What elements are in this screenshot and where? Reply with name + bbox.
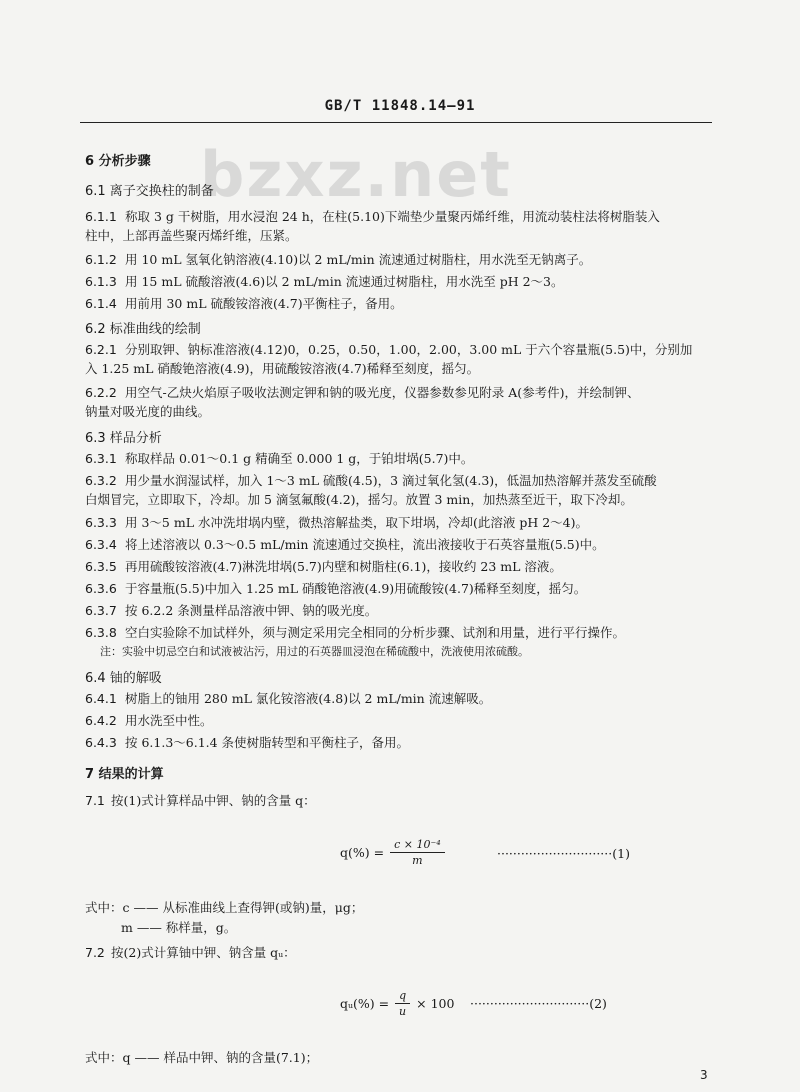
equation-1 <box>340 838 451 867</box>
equation-lhs: qᵤ(%) = <box>340 996 390 1011</box>
para-number: 6.2.1 <box>85 342 117 357</box>
equation-2 <box>340 989 454 1018</box>
para-number: 6.3.8 <box>85 625 117 640</box>
para-number: 6.1.1 <box>85 209 117 224</box>
fraction <box>390 838 445 867</box>
para-6-4-1 <box>85 689 491 707</box>
para-number: 6.3.3 <box>85 515 117 530</box>
watermark: bzxz.net <box>200 138 512 211</box>
section-6-title: 6 分析步骤 <box>85 154 151 169</box>
para-6-1-4 <box>85 294 403 312</box>
equation-label: (2) <box>589 996 607 1011</box>
para-text: 用前用 30 mL 硫酸铵溶液(4.7)平衡柱子，备用。 <box>125 296 403 311</box>
numerator: q <box>395 989 410 1004</box>
para-text: 按 6.1.3～6.1.4 条使树脂转型和平衡柱子，备用。 <box>125 735 410 750</box>
numerator: c × 10⁻⁴ <box>390 838 445 853</box>
section-7-title: 7 结果的计算 <box>85 767 164 782</box>
para-6-2-1 <box>85 340 692 358</box>
para-6-4-3 <box>85 733 409 751</box>
page-number: 3 <box>700 1068 708 1082</box>
note: 注：实验中切忌空白和试液被沾污，用过的石英器皿浸泡在稀硫酸中，洗液使用浓硫酸。 <box>100 645 529 658</box>
where-m: m —— 称样量，g。 <box>121 920 237 935</box>
para-number: 6.1.4 <box>85 296 117 311</box>
denominator: m <box>412 854 423 867</box>
para-number: 6.4.3 <box>85 735 117 750</box>
where-q: 式中：q —— 样品中钾、钠的含量(7.1)； <box>85 1050 319 1065</box>
para-6-3-3 <box>85 513 588 531</box>
para-6-3-2-cont: 白烟冒完，立即取下，冷却。加 5 滴氢氟酸(4.2)，摇匀。放置 3 min，加热蒸至近干，取下冷却。 <box>85 492 633 507</box>
header-rule <box>80 122 712 123</box>
where-c: 式中：c —— 从标准曲线上查得钾(或钠)量，μg； <box>85 900 364 915</box>
para-text: 空白实验除不加试样外，须与测定采用完全相同的分析步骤、试剂和用量，进行平行操作。 <box>125 625 626 640</box>
equation-1-leader <box>497 846 630 861</box>
para-number: 6.4.2 <box>85 713 117 728</box>
para-number: 6.3.4 <box>85 537 117 552</box>
para-text: 用少量水润湿试样，加入 1～3 mL 硫酸(4.5)，3 滴过氧化氢(4.3)，低温加热溶解并蒸发至硫酸 <box>125 473 657 488</box>
para-text: 称取样品 0.01～0.1 g 精确至 0.000 1 g，于铂坩埚(5.7)中。 <box>125 451 474 466</box>
para-6-2-2-cont: 钠量对吸光度的曲线。 <box>85 404 211 419</box>
para-6-1-3 <box>85 272 564 290</box>
para-6-2-2 <box>85 383 639 401</box>
para-text: 再用硫酸铵溶液(4.7)淋洗坩埚(5.7)内壁和树脂柱(6.1)，接收约 23 mL 溶液。 <box>125 559 562 574</box>
para-6-1-1 <box>85 207 660 225</box>
denominator: u <box>399 1005 407 1018</box>
para-text: 将上述溶液以 0.3～0.5 mL/min 流速通过交换柱，流出液接收于石英容量瓶(5.5)中。 <box>125 537 605 552</box>
equation-rhs: × 100 <box>416 996 455 1011</box>
leader-dots: ····························· <box>497 846 613 861</box>
para-number: 7.2 <box>85 945 105 960</box>
para-number: 6.1.3 <box>85 274 117 289</box>
para-6-3-5 <box>85 557 562 575</box>
para-6-1-1-cont: 柱中，上部再盖些聚丙烯纤维，压紧。 <box>85 228 298 243</box>
section-6-4-title: 6.4 铀的解吸 <box>85 671 162 686</box>
para-text: 于容量瓶(5.5)中加入 1.25 mL 硝酸铯溶液(4.9)用硫酸铵(4.7)稀释至刻度，摇匀。 <box>125 581 587 596</box>
para-6-3-1 <box>85 449 473 467</box>
para-text: 按(2)式计算铀中钾、钠含量 qᵤ： <box>111 945 296 960</box>
equation-label: (1) <box>612 846 630 861</box>
para-6-4-2 <box>85 711 213 729</box>
fraction <box>395 989 410 1018</box>
para-text: 称取 3 g 干树脂，用水浸泡 24 h，在柱(5.10)下端垫少量聚丙烯纤维，用流动装柱法将树脂装入 <box>125 209 660 224</box>
para-number: 7.1 <box>85 793 105 808</box>
para-text: 按 6.2.2 条测量样品溶液中钾、钠的吸光度。 <box>125 603 378 618</box>
leader-dots: ······························ <box>470 996 590 1011</box>
para-text: 用空气-乙炔火焰原子吸收法测定钾和钠的吸光度，仪器参数参见附录 A(参考件)，并绘制钾、 <box>125 385 640 400</box>
para-text: 用 15 mL 硫酸溶液(4.6)以 2 mL/min 流速通过树脂柱，用水洗至 pH 2～3。 <box>125 274 564 289</box>
para-number: 6.4.1 <box>85 691 117 706</box>
para-6-3-7 <box>85 601 377 619</box>
section-6-2-title: 6.2 标准曲线的绘制 <box>85 322 201 337</box>
para-text: 按(1)式计算样品中钾、钠的含量 q： <box>111 793 316 808</box>
para-number: 6.3.5 <box>85 559 117 574</box>
equation-2-leader <box>470 996 607 1011</box>
section-6-1-title: 6.1 离子交换柱的制备 <box>85 184 214 199</box>
equation-lhs: q(%) = <box>340 845 385 860</box>
para-text: 用 3～5 mL 水冲洗坩埚内壁，微热溶解盐类，取下坩埚，冷却(此溶液 pH 2～4)。 <box>125 515 588 530</box>
para-number: 6.3.2 <box>85 473 117 488</box>
para-text: 用 10 mL 氢氧化钠溶液(4.10)以 2 mL/min 流速通过树脂柱，用水洗至无钠离子。 <box>125 252 592 267</box>
para-number: 6.3.1 <box>85 451 117 466</box>
para-6-2-1-cont: 入 1.25 mL 硝酸铯溶液(4.9)，用硫酸铵溶液(4.7)稀释至刻度，摇匀。 <box>85 361 480 376</box>
para-number: 6.1.2 <box>85 252 117 267</box>
para-number: 6.3.7 <box>85 603 117 618</box>
para-7-2 <box>85 943 296 961</box>
para-text: 用水洗至中性。 <box>125 713 213 728</box>
para-6-3-2 <box>85 471 657 489</box>
para-6-3-8 <box>85 623 625 641</box>
para-6-3-6 <box>85 579 586 597</box>
standard-code-header: GB/T 11848.14—91 <box>324 98 476 114</box>
para-number: 6.2.2 <box>85 385 117 400</box>
para-number: 6.3.6 <box>85 581 117 596</box>
para-6-1-2 <box>85 250 591 268</box>
para-text: 分别取钾、钠标准溶液(4.12)0，0.25，0.50，1.00，2.00，3.00 mL 于六个容量瓶(5.5)中，分别加 <box>125 342 693 357</box>
section-6-3-title: 6.3 样品分析 <box>85 431 162 446</box>
para-7-1 <box>85 791 316 809</box>
para-6-3-4 <box>85 535 605 553</box>
para-text: 树脂上的铀用 280 mL 氯化铵溶液(4.8)以 2 mL/min 流速解吸。 <box>125 691 492 706</box>
